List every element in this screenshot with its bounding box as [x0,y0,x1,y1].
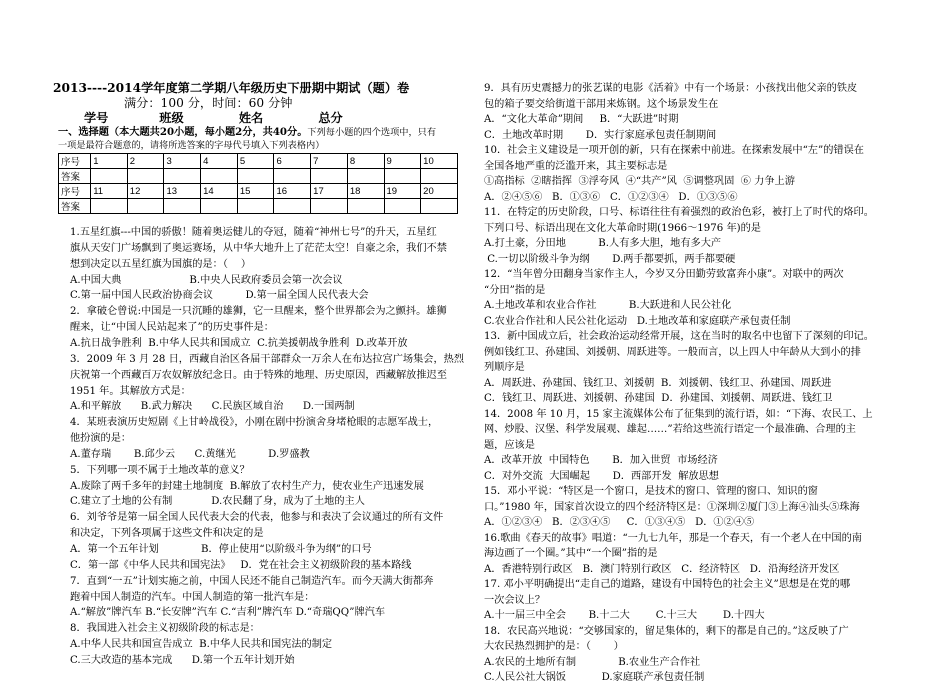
table-row-numbers-1 [59,154,458,169]
question-text-line: 4．某班表演历史短剧《上甘岭战役》，小刚在剧中扮演舍身堵枪眼的志愿军战士， [70,417,439,429]
answer-cell[interactable] [201,169,238,184]
question-text-line: C．土地改革时期 D．实行家庭承包责任制期间 [484,129,717,141]
question-text-line: 题，应该是 [484,439,535,451]
section-instruction-2: 一项是最符合题意的，请将所选答案的字母代号填入下列表格内） [58,140,325,151]
question-text-line: 列顺序是 [484,362,525,373]
score-time: 满分：100 分，时间：60 分钟 [124,96,293,110]
exam-title: 2013----2014学年度第二学期八年级历史下册期中期试（题）卷 [53,81,410,95]
question-text-line: 庆祝第一个西藏百万农奴解放纪念日。由于特殊的地理、历史原因，西藏解放推迟至 [70,369,447,381]
table-row-numbers-2 [59,184,458,199]
question-text-line: A．“文化大革命”期间 B．“大跃进”时期 [484,114,679,125]
question-text-line: 醒来，让“中国人民站起来了”的历史事件是： [70,322,274,334]
section-heading [58,126,436,139]
question-text-line: 网、炒股、汉堡、科学发展观、雄起……”若给这些流行语定一个最准确、合理的主 [484,424,856,435]
question-text-line: 8．我国进入社会主义初级阶段的标志是： [70,623,260,635]
answer-number: 8 [347,154,384,169]
answer-number: 17 [311,184,348,199]
question-text-line: 跑着中国人制造的汽车。中国人制造的第一批汽车是： [70,591,315,603]
question-text-line: 下列口号、标语出现在文化大革命时期(1966～1976 年)的是 [484,222,761,234]
answer-number: 6 [274,154,311,169]
question-text-line: C．第一部《中华人民共和国宪法》 D．党在社会主义初级阶段的基本路线 [70,559,412,571]
question-text-line: 15．邓小平说：“特区是一个窗口，是技术的窗口、管理的窗口、知识的窗 [484,486,818,497]
question-text-line: A.打土豪，分田地 B.人有多大胆，地有多大产 [484,238,722,249]
question-text-line: C.一切以阶级斗争为纲 D.两手都要抓，两手都要硬 [484,253,736,265]
question-text-line: 7．直到“一五”计划实施之前，中国人民还不能自己制造汽车。而今天满大街都奔 [70,575,434,587]
answer-number: 2 [127,154,164,169]
answer-cell[interactable] [237,169,274,184]
question-text-line: 海边画了一个圈。”其中“一个圈”指的是 [484,548,658,559]
question-text-line: 16.歌曲《春天的故事》唱道：“一九七九年，那是一个春天，有一个老人在中国的南 [484,532,862,544]
question-text-line: 一次会议上？ [484,594,546,606]
answer-cell[interactable] [127,199,164,214]
question-text-line: 包的箱子要交给街道干部用来炼钢。这个场景发生在 [484,98,719,110]
question-text-line: A.废除了两千多年的封建土地制度 B.解放了农村生产力，使农业生产迅速发展 [70,480,424,492]
question-text-line: 13．新中国成立后，社会政治运动经常开展，这在当时的取名中也留下了深刻的印记。 [484,331,874,342]
question-text-line: 6．刘爷爷是第一届全国人民代表大会的代表，他参与和表决了会议通过的所有文件 [70,512,444,524]
answer-number: 11 [91,184,128,199]
answer-cell[interactable] [421,199,458,214]
answer-cell[interactable] [274,169,311,184]
answer-cell[interactable] [311,199,348,214]
answer-table [58,153,458,214]
question-text-line: 全国各地严重的泛滥开来，其主要标志是 [484,160,668,172]
question-text-line: A.十一届三中全会 B.十二大 C.十三大 D.十四大 [484,610,765,621]
question-text-line: 2．拿破仑曾说:中国是一只沉睡的雄狮，它一旦醒来，整个世界都会为之颤抖。雄狮 [70,306,447,318]
question-text-line: A.土地改革和农业合作社 B.大跃进和人民公社化 [484,300,732,311]
answer-number: 10 [421,154,458,169]
question-text-line: C．对外交流 大国崛起 D．西部开发 解放思想 [484,470,719,482]
question-text-line: C.第一届中国人民政治协商会议 D.第一届全国人民代表大会 [70,290,369,302]
question-text-line: C.建立了土地的公有制 D.农民翻了身，成为了土地的主人 [70,496,365,508]
answer-cell[interactable] [237,199,274,214]
question-text-line: ①高指标 ②瞎指挥 ③浮夸风 ④“共产”风 ⑤调整巩固 ⑥ 力争上游 [484,176,795,187]
answer-number: 3 [164,154,201,169]
question-text-line: 3．2009 年 3 月 28 日，西藏自治区各届干部群众一万余人在布达拉宫广场集会，热烈 [70,353,465,365]
question-text-line: 14．2008 年 10 月，15 家主流媒体公布了征集到的流行语，如：“下海、农民工、上 [484,408,873,420]
answer-number: 16 [274,184,311,199]
section-instruction-1: 下列每小题的四个选项中，只有 [307,127,437,138]
question-text-line: A．②④⑤⑥ B．①③⑥ C．①②③④ D．①③⑤⑥ [484,191,738,203]
answer-number: 1 [91,154,128,169]
question-text-line: A.董存瑞 B.邱少云 C.黄继光 D.罗盛教 [70,448,310,460]
question-text-line: 17. 邓小平明确提出“走自己的道路，建设有中国特色的社会主义”思想是在党的哪 [484,579,851,590]
question-text-line: 12．“当年曾分田翻身当家作主人，今岁又分田勤劳致富奔小康”。对联中的两次 [484,269,844,280]
question-text-line: 9．具有历史震撼力的张艺谋的电影《活着》中有一个场景：小孩找出他父亲的铁皮 [484,83,858,94]
question-text-line: A.中华人民共和国宣告成立 B.中华人民共和国宪法的制定 [70,639,333,651]
question-text-line: C.三大改造的基本完成 D.第一个五年计划开始 [70,654,295,666]
answer-number: 15 [237,184,274,199]
answer-number: 14 [201,184,238,199]
answer-cell[interactable] [421,169,458,184]
student-info-fields: 学号 班级 姓名 总分 [84,111,343,125]
answer-number: 9 [384,154,421,169]
answer-cell[interactable] [347,169,384,184]
answer-cell[interactable] [127,169,164,184]
question-text-line: A.农民的土地所有制 B.农业生产合作社 [484,656,701,668]
row-label: 序号 [59,184,91,199]
answer-number: 5 [237,154,274,169]
row-label: 答案 [59,199,91,214]
question-text-line: 1.五星红旗---中国的骄傲！随着奥运健儿的夺冠，随着“神州七号”的升天，五星红 [70,227,437,238]
question-text-line: 10．社会主义建设是一项开创的新，只有在探索中前进。在探索发展中“左”的错误在 [484,145,864,156]
question-text-line: 1951 年。其解放方式是： [70,385,191,397]
answer-number: 4 [201,154,238,169]
answer-cell[interactable] [91,199,128,214]
question-text-line: A．①②③④ B．②③④⑤ C．①③④⑤ D．①②④⑤ [484,517,755,528]
section-title: 一、选择题（本大题共20小题，每小题2分，共40分。 [58,126,308,138]
answer-number: 12 [127,184,164,199]
question-text-line: A.和平解放 B.武力解决 C.民族区域自治 D.一国两制 [70,401,355,413]
question-text-line: A.“解放”牌汽车 B.“长安牌”汽车 C.“吉利”牌汽车 D.“奇瑞QQ”牌汽车 [70,607,386,619]
answer-cell[interactable] [201,199,238,214]
question-text-line: 旗从天安门广场飘到了奥运赛场，从中华大地升上了茫茫太空！自豪之余，我们不禁 [70,242,447,254]
answer-cell[interactable] [274,199,311,214]
question-text-line: A．香港特别行政区 B．澳门特别行政区 C．经济特区 D．沿海经济开发区 [484,563,840,575]
question-text-line: C．钱红卫、周跃进、刘援朝、孙建国 D．孙建国、刘援朝、周跃进、钱红卫 [484,393,833,404]
question-text-line: A．周跃进、孙建国、钱红卫、刘援朝 B．刘援朝、钱红卫、孙建国、周跃进 [484,377,832,389]
table-row-answers-1 [59,169,458,184]
answer-cell[interactable] [164,199,201,214]
question-text-line: “分田”指的是 [484,284,546,296]
answer-cell[interactable] [164,169,201,184]
question-text-line: 例如钱红卫、孙建国、刘援朝、周跃进等。一般而言，以上四人中年龄从大到小的排 [484,346,861,358]
answer-number: 18 [347,184,384,199]
answer-number: 20 [421,184,458,199]
question-text-line: 5．下列哪一项不属于土地改革的意义？ [70,464,250,476]
row-label: 序号 [59,154,91,169]
answer-cell[interactable] [384,169,421,184]
question-text-line: 和决定，下列各项属于这些文件和决定的是 [70,528,264,540]
question-text-line: 大农民热烈拥护的是：（ ） [484,641,624,652]
question-text-line: 11．在特定的历史阶段，口号、标语往往有着强烈的政治色彩，被打上了时代的烙印。 [484,207,874,218]
answer-number: 19 [384,184,421,199]
answer-cell[interactable] [91,169,128,184]
answer-number: 13 [164,184,201,199]
question-text-line: A．改革开放 中国特色 B．加入世贸 市场经济 [484,455,718,466]
question-text-line: C.人民公社大锅饭 D.家庭联产承包责任制 [484,672,705,683]
question-text-line: A.抗日战争胜利 B.中华人民共和国成立 C.抗美援朝战争胜利 D.改革开放 [70,337,408,349]
answer-cell[interactable] [384,199,421,214]
question-text-line: 18．农民高兴地说：“交够国家的，留足集体的，剩下的都是自己的。”这反映了广 [484,625,849,637]
question-text-line: C.农业合作社和人民公社化运动 D.土地改革和家庭联产承包责任制 [484,315,791,327]
question-text-line: 他扮演的是： [70,433,132,445]
answer-cell[interactable] [347,199,384,214]
answer-cell[interactable] [311,169,348,184]
question-text-line: A.中国大典 B.中央人民政府委员会第一次会议 [70,274,343,286]
row-label: 答案 [59,169,91,184]
answer-number: 7 [311,154,348,169]
table-row-answers-2 [59,199,458,214]
question-text-line: A．第一个五年计划 B．停止使用“以阶级斗争为纲”的口号 [70,544,372,555]
question-text-line: 想到决定以五星红旗为国旗的是：（ ） [70,258,252,270]
question-text-line: 口。”1980 年，国家首次设立的四个经济特区是：①深圳②厦门③上海④汕头⑤珠海 [484,501,860,513]
